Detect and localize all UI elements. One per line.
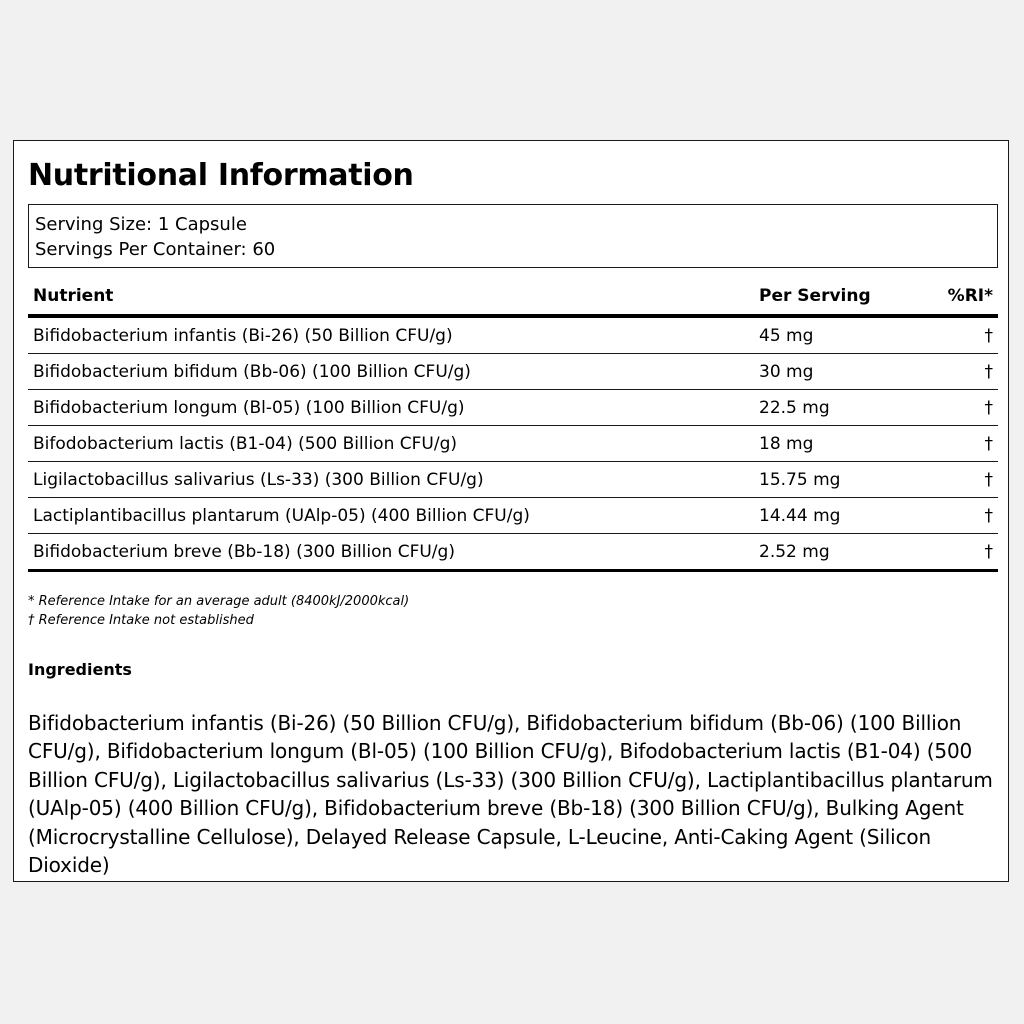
nutrition-panel bbox=[13, 140, 1009, 882]
row-nutrient: Bifodobacterium lactis (B1-04) (500 Billion CFU/g) bbox=[33, 434, 458, 454]
table-row bbox=[28, 534, 998, 572]
row-ri: † bbox=[984, 470, 993, 490]
serving-size: Serving Size: 1 Capsule bbox=[35, 214, 247, 235]
footnotes bbox=[28, 592, 409, 630]
table-row bbox=[28, 390, 998, 426]
row-amount: 18 mg bbox=[759, 434, 814, 454]
row-ri: † bbox=[984, 542, 993, 562]
nutrient-table bbox=[28, 281, 998, 572]
table-body bbox=[28, 318, 998, 572]
row-amount: 2.52 mg bbox=[759, 542, 830, 562]
row-ri: † bbox=[984, 362, 993, 382]
table-header bbox=[28, 281, 998, 318]
page-title: Nutritional Information bbox=[28, 158, 414, 193]
row-nutrient: Bifidobacterium infantis (Bi-26) (50 Billion CFU/g) bbox=[33, 326, 453, 346]
row-amount: 15.75 mg bbox=[759, 470, 841, 490]
footnote-not-established: † Reference Intake not established bbox=[28, 613, 254, 628]
table-row bbox=[28, 426, 998, 462]
row-amount: 14.44 mg bbox=[759, 506, 841, 526]
row-ri: † bbox=[984, 398, 993, 418]
table-row bbox=[28, 318, 998, 354]
row-ri: † bbox=[984, 326, 993, 346]
row-ri: † bbox=[984, 434, 993, 454]
footnote-reference-intake: * Reference Intake for an average adult (8400kJ/2000kcal) bbox=[28, 594, 410, 609]
row-amount: 45 mg bbox=[759, 326, 814, 346]
row-amount: 22.5 mg bbox=[759, 398, 830, 418]
row-nutrient: Bifidobacterium breve (Bb-18) (300 Billion CFU/g) bbox=[33, 542, 455, 562]
table-row bbox=[28, 354, 998, 390]
row-nutrient: Bifidobacterium longum (Bl-05) (100 Billion CFU/g) bbox=[33, 398, 465, 418]
ingredients-text: Bifidobacterium infantis (Bi-26) (50 Billion CFU/g), Bifidobacterium bifidum (Bb-06) (100 Billion CFU/g), Bifidobacterium longum (Bl-05) (100 Billion CFU/g), Bifodobacterium lactis (B1-04) (500 Billion CFU/g), Ligilactobacillus salivarius (Ls-33) (300 Billion CFU/g), Lactiplantibacillus plantarum (UAlp-05) (400 Billion CFU/g), Bifidobacterium breve (Bb-18) (300 Billion CFU/g), Bulking Agent (Microcrystalline Cellulose), Delayed Release Capsule, L-Leucine, Anti-Caking Agent (Silicon Dioxide) bbox=[28, 711, 993, 878]
row-amount: 30 mg bbox=[759, 362, 814, 382]
servings-per-container: Servings Per Container: 60 bbox=[35, 239, 276, 260]
table-row bbox=[28, 498, 998, 534]
header-nutrient: Nutrient bbox=[33, 286, 114, 306]
row-ri: † bbox=[984, 506, 993, 526]
header-ri: %RI* bbox=[947, 286, 993, 306]
serving-info-box bbox=[28, 204, 998, 268]
table-row bbox=[28, 462, 998, 498]
row-nutrient: Ligilactobacillus salivarius (Ls-33) (300 Billion CFU/g) bbox=[33, 470, 484, 490]
header-per-serving: Per Serving bbox=[759, 286, 871, 306]
row-nutrient: Lactiplantibacillus plantarum (UAlp-05) (400 Billion CFU/g) bbox=[33, 506, 530, 526]
row-nutrient: Bifidobacterium bifidum (Bb-06) (100 Billion CFU/g) bbox=[33, 362, 471, 382]
ingredients-heading: Ingredients bbox=[28, 660, 132, 679]
